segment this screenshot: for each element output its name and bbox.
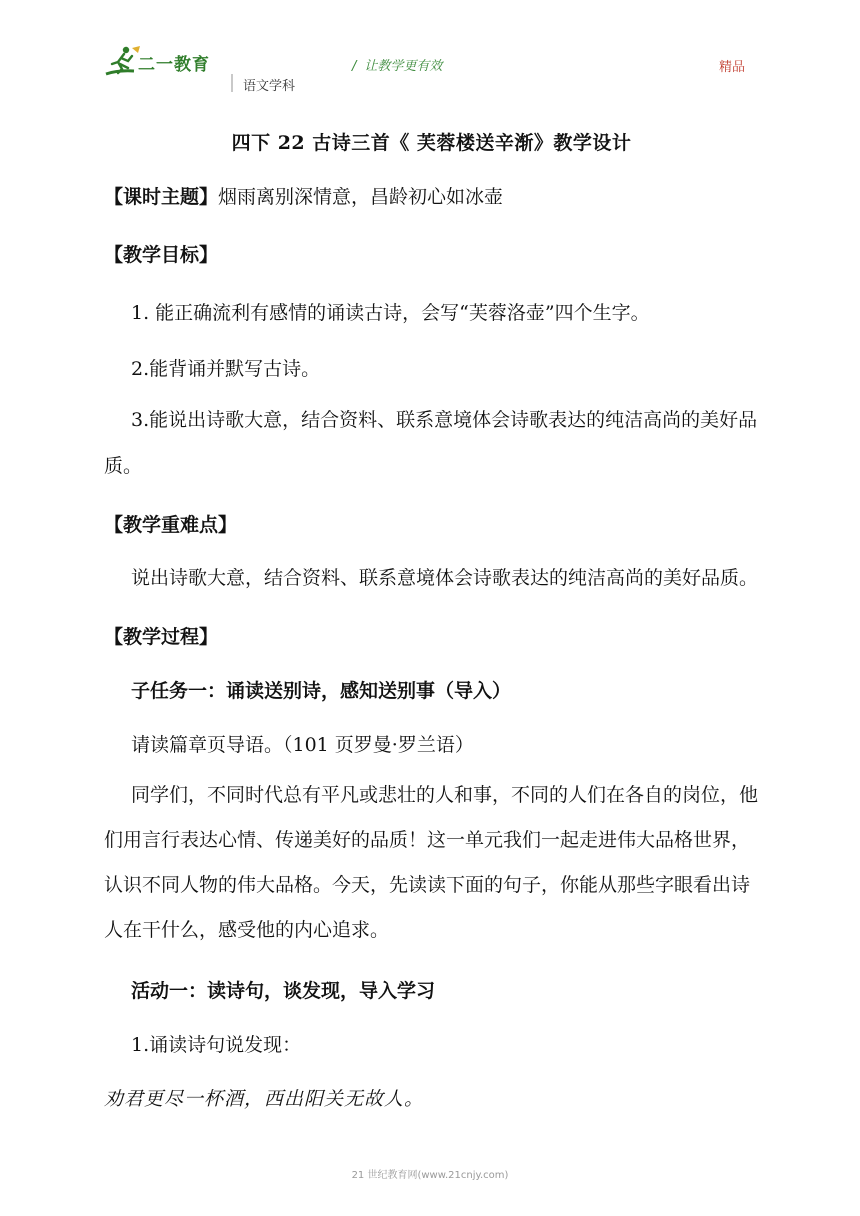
page-header: [0, 0, 860, 100]
logo-text: 二一教育: [138, 55, 210, 75]
poem-line: 劝君更尽一杯酒，西出阳关无故人。: [104, 1088, 425, 1110]
keypoints-heading: 【教学重难点】: [104, 514, 238, 536]
activity-heading: 活动一：读诗句，谈发现，导入学习: [131, 980, 436, 1002]
step-item: 1.诵读诗句说发现：: [131, 1034, 302, 1056]
goal-item: 3.能说出诗歌大意，结合资料、联系意境体会诗歌表达的纯洁高尚的美好品质。: [104, 409, 758, 477]
subtask-heading: 子任务一：诵读送别诗，感知送别事（导入）: [131, 680, 512, 702]
slash-icon: /: [352, 59, 357, 74]
document-title: 四下 22 古诗三首《 芙蓉楼送辛渐》教学设计: [231, 132, 632, 154]
goal-item: 2.能背诵并默写古诗。: [131, 358, 321, 380]
goal-item: 1. 能正确流利有感情的诵读古诗，会写“芙蓉洛壶”四个生字。: [131, 302, 650, 324]
theme-text: 烟雨离别深情意，昌龄初心如冰壶: [218, 186, 504, 208]
keypoints-text: 说出诗歌大意，结合资料、联系意境体会诗歌表达的纯洁高尚的美好品质。: [131, 567, 759, 589]
intro-line: 请读篇章页导语。（101 页罗曼·罗兰语）: [131, 734, 474, 756]
subject-label: 语文学科: [243, 79, 296, 94]
site-logo[interactable]: [104, 44, 224, 84]
page-footer: 21 世纪教育网(www.21cnjy.com): [351, 1170, 509, 1181]
header-divider: [231, 74, 233, 92]
quality-badge: 精品: [719, 60, 746, 75]
goals-heading: 【教学目标】: [104, 244, 219, 266]
slogan: [352, 55, 442, 74]
slogan-text: 让教学更有效: [364, 59, 443, 74]
process-heading: 【教学过程】: [104, 626, 219, 648]
document-body: [104, 118, 759, 1125]
theme-label: 【课时主题】: [104, 186, 219, 208]
intro-paragraph: 同学们，不同时代总有平凡或悲壮的人和事，不同的人们在各自的岗位，他们用言行表达心情、传递美好的品质！这一单元我们一起走进伟大品格世界，认识不同人物的伟大品格。今天，先读读下面的句子，你能从那些字眼看出诗人在干什么，感受他的内心追求。: [104, 784, 759, 941]
lesson-theme: [104, 171, 759, 223]
